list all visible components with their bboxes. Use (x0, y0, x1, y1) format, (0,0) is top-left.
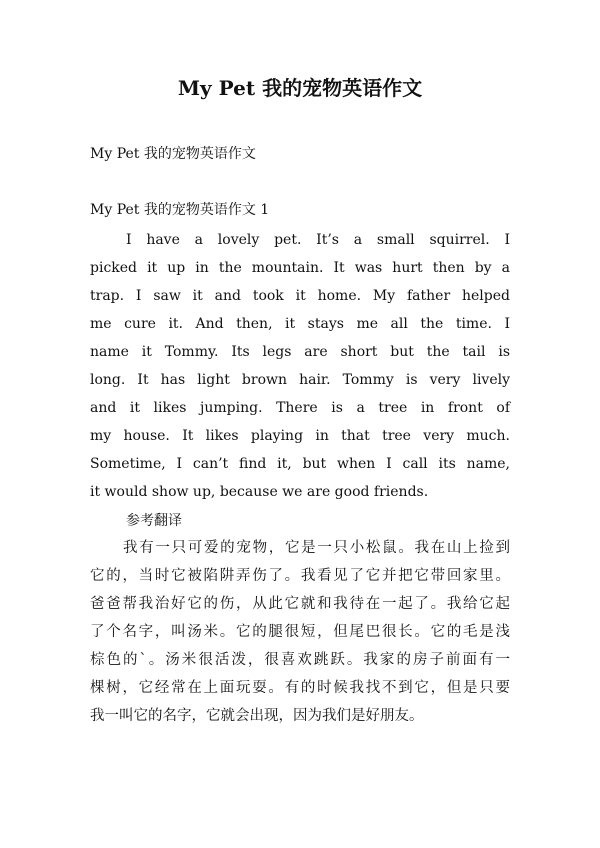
translation-line: 了个名字，叫汤米。它的腿很短，但尾巴很长。它的毛是浅 (90, 624, 510, 640)
translation-label: 参考翻译 (126, 513, 182, 529)
essay-line: my house. It likes playing in that tree very much. (90, 428, 510, 444)
translation-line: 我有一只可爱的宠物，它是一只小松鼠。我在山上捡到 (123, 540, 510, 556)
essay-line: me cure it. And then, it stays me all the time. I (90, 316, 510, 332)
translation-line: 棕色的`。汤米很活泼，很喜欢跳跃。我家的房子前面有一 (90, 652, 510, 668)
essay-line: and it likes jumping. There is a tree in front of (90, 400, 510, 416)
chinese-translation (90, 534, 510, 730)
translation-line: 我一叫它的名字，它就会出现，因为我们是好朋友。 (90, 708, 424, 724)
essay-line: picked it up in the mountain. It was hurt then by a (90, 260, 510, 276)
translation-line: 爸爸帮我治好它的伤，从此它就和我待在一起了。我给它起 (90, 596, 510, 612)
english-essay (90, 226, 510, 506)
essay-line: I have a lovely pet. It’s a small squirrel. I (126, 232, 510, 248)
document-subtitle: My Pet 我的宠物英语作文 (90, 146, 256, 162)
essay-line: trap. I saw it and took it home. My father helped (90, 288, 510, 304)
translation-line: 棵树，它经常在上面玩耍。有的时候我找不到它，但是只要 (90, 680, 510, 696)
essay-line: long. It has light brown hair. Tommy is very lively (90, 372, 510, 388)
essay-line: Sometime, I can’t find it, but when I call its name, (90, 456, 510, 472)
document-title: My Pet 我的宠物英语作文 (177, 76, 423, 100)
essay-line: it would show up, because we are good friends. (90, 484, 429, 500)
essay-line: name it Tommy. Its legs are short but the tail is (90, 344, 510, 360)
translation-line: 它的，当时它被陷阱弄伤了。我看见了它并把它带回家里。 (90, 568, 510, 584)
essay-heading: My Pet 我的宠物英语作文 1 (90, 202, 270, 218)
